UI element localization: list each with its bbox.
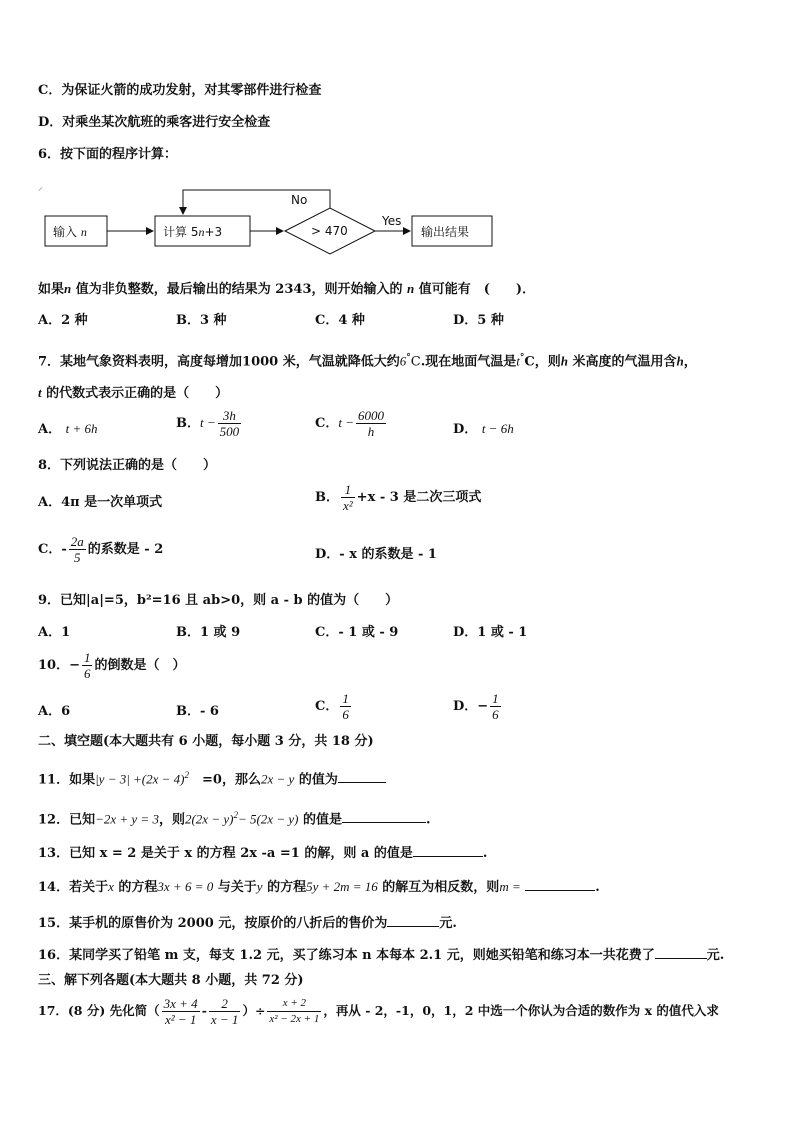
q13-line: 13．已知 x = 2 是关于 x 的方程 2x -a =1 的解，则 a 的值是 . [38,846,488,861]
flowchart [0,0,794,270]
q9-option-a: A．1 [38,625,71,640]
q6-question: 如果n 值为非负整数，最后输出的结果为 2343，则开始输入的 n 值可能有 ( )． [38,281,536,297]
q10-option-c: C． $\frac{1}{6}$ [315,691,349,722]
no-label: No [291,193,308,207]
q17-line: 17．(8 分) 先化简（ $\frac{3x + 4}{\text{x² − 1}}$ - $\frac{2}{x - 1}$ ）÷ $\frac{x + 2}{\text{x² − 2x + 1}}$ ，再从 - 2，-1，0，1，2 中选一个你认为合适的数作为 x 的值代入求 [38,996,719,1027]
q9-option-b: B．1 或 9 [176,625,241,640]
q9-stem: 9．已知|a|=5，b²=16 且 ab>0，则 a - b 的值为（ ） [38,593,399,608]
q6-stem: 6．按下面的程序计算： [38,147,178,162]
q7-option-b: B．t − $\frac{3h}{500}$ [176,408,240,439]
compute-label: 计算 5n+3 [163,225,223,239]
q8-option-c: C．- $\frac{2a}{5}$ 的系数是 - 2 [38,534,164,565]
arrow-no-loop [183,190,330,214]
yes-label: Yes [382,214,402,228]
q10-option-a: A．6 [38,704,71,719]
q10-stem: 10．− $\frac{1}{6}$ 的倒数是（ ） [38,650,186,681]
q9-option-d: D．1 或 - 1 [453,625,528,640]
q10-option-b: B．- 6 [176,704,219,719]
q7-option-d: D． t − 6h [453,421,514,437]
section-2-heading: 二、填空题(本大题共有 6 小题，每小题 3 分，共 18 分) [38,734,374,749]
q7-stem-line1: 7．某地气象资料表明，高度每增加1000 米，气温就降低大约6°C.现在地面气温是t°C，则h 米高度的气温用含h， [38,353,697,370]
q8-option-b: B． $\frac{1}{\text{x²}}$ +x - 3 是二次三项式 [315,482,482,513]
option-d-line: D．对乘坐某次航班的乘客进行安全检查 [38,115,271,130]
q16-line: 16．某同学买了铅笔 m 支，每支 1.2 元，买了练习本 n 本每本 2.1 元，则她买铅笔和练习本一共花费了 元. [38,948,725,963]
q6-option-b: B．3 种 [176,313,227,328]
q8-stem: 8．下列说法正确的是（ ） [38,458,217,473]
q7-stem-line2: t 的代数式表示正确的是（ ） [38,385,229,401]
q6-option-c: C．4 种 [315,313,365,328]
q9-option-c: C．- 1 或 - 9 [315,625,399,640]
stray-mark: ⸝ [38,182,43,193]
q6-option-d: D．5 种 [453,313,504,328]
condition-label: > 470 [311,224,348,238]
q7-option-c: C．t − $\frac{6000}{h}$ [315,408,384,439]
q12-line: 12．已知−2x + y = 3，则$2(2x - y)^2- 5(2x - y)$ 的值是 . [38,810,431,828]
q10-option-d: D．− $\frac{1}{6}$ [453,691,499,722]
input-label: 输入 n [53,225,87,239]
option-c-line: C．为保证火箭的成功发射，对其零部件进行检查 [38,83,322,98]
q11-line: 11．如果$|y - 3| +(2x - 4)^2$ =0，那么2x − y 的值为 [38,766,386,789]
q8-option-a: A．4π 是一次单项式 [38,495,163,510]
output-label: 输出结果 [421,225,470,239]
q7-option-a: A． t + 6h [38,421,98,437]
q8-option-d: D．- x 的系数是 - 1 [315,547,437,562]
q14-line: 14．若关于x 的方程3x + 6 = 0 与关于y 的方程5y + 2m = 16 的解互为相反数，则m = . [38,879,600,895]
section-3-heading: 三、解下列各题(本大题共 8 小题，共 72 分) [38,973,304,988]
q6-option-a: A．2 种 [38,313,88,328]
q15-line: 15．某手机的原售价为 2000 元，按原价的八折后的售价为 元. [38,916,457,931]
